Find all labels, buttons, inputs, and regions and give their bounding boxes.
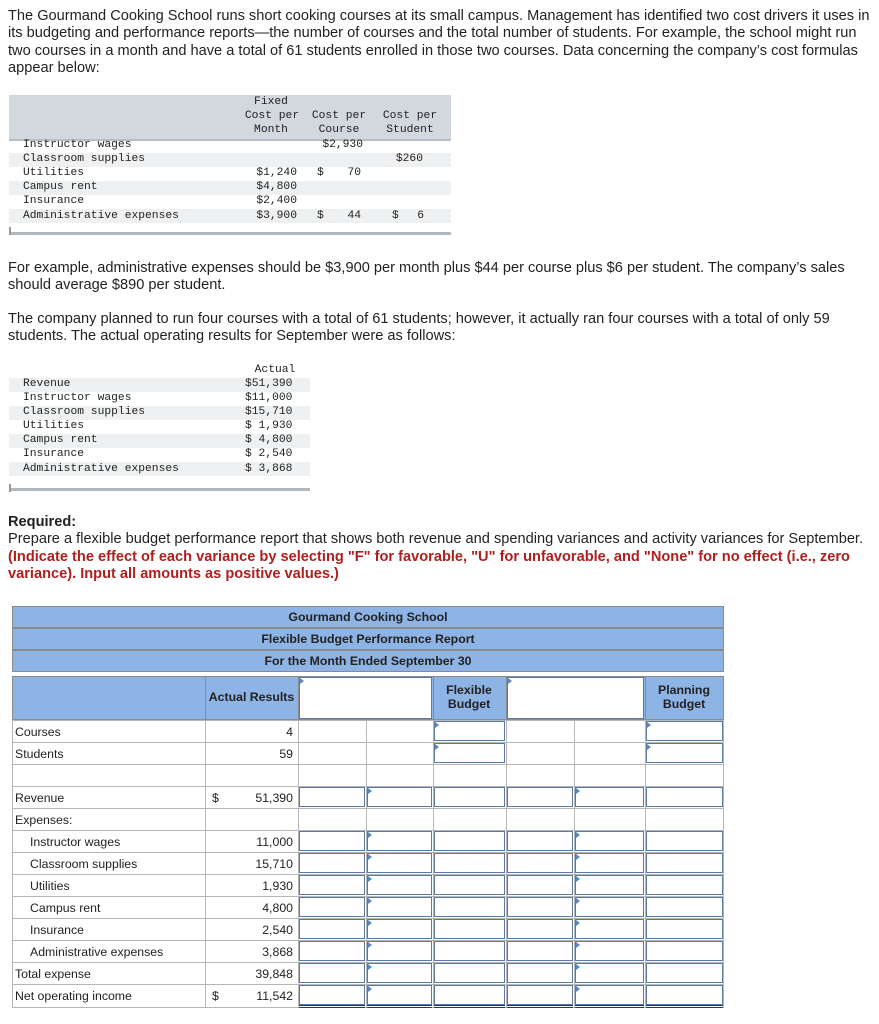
instructor-wages-variance-effect[interactable] <box>367 831 432 851</box>
row-label: Instructor wages <box>23 392 132 404</box>
revenue-planning-input[interactable] <box>646 787 723 807</box>
cell-course: 44 <box>347 210 361 222</box>
report-title: Gourmand Cooking School <box>12 606 724 628</box>
insurance-activity-variance-effect[interactable] <box>575 919 644 939</box>
instructor-wages-activity-variance-amount[interactable] <box>507 831 573 851</box>
cell-sign: $ <box>317 210 324 222</box>
intro-paragraph: The Gourmand Cooking School runs short cooking courses at its small campus. Management has identified two cost drivers it uses in its budgeting and performance reports—the number of courses and the total number of students. For example, the school might run two courses in a month and have a total of 61 students enrolled in those two courses. Data concerning the company’s cost formulas appear below: <box>8 8 870 77</box>
campus-rent-planning-input[interactable] <box>646 897 723 917</box>
currency-sign: $ <box>212 989 219 1003</box>
row-label-utilities: Utilities <box>30 879 70 893</box>
actual-value: $51,390 <box>245 378 293 390</box>
dropdown-marker-icon <box>368 876 372 882</box>
row-label-classroom-supplies: Classroom supplies <box>30 857 138 871</box>
row-label-total-expense: Total expense <box>15 967 91 981</box>
dropdown-marker-icon <box>300 678 304 684</box>
row-label: Revenue <box>23 378 71 390</box>
header-fixed-1: Fixed <box>254 96 288 108</box>
insurance-activity-variance-amount[interactable] <box>507 919 573 939</box>
currency-sign: $ <box>212 791 219 805</box>
col-flexible-budget: Flexible Budget <box>446 683 492 711</box>
required-instruction: (Indicate the effect of each variance by selecting "F" for favorable, "U" for unfavorable, and "None" for no effect (i.e., zero variance). Input all amounts as positive values.) <box>8 548 850 583</box>
campus-rent-activity-variance-effect[interactable] <box>575 897 644 917</box>
row-label-campus-rent: Campus rent <box>30 901 101 915</box>
double-underline <box>434 1005 505 1008</box>
example-paragraph: For example, administrative expenses should be $3,900 per month plus $44 per course plus $6 per student. The company’s sales should average $890 per student. <box>8 260 845 294</box>
row-label: Instructor wages <box>23 139 132 151</box>
row-label: Utilities <box>23 167 85 179</box>
cell-fixed: $3,900 <box>256 210 297 222</box>
net-operating-income-planning-input[interactable] <box>646 985 723 1005</box>
actual-results-table <box>9 364 310 492</box>
actual-net-operating-income: 11,542 <box>256 989 293 1003</box>
total-expense-flexible-input[interactable] <box>434 963 505 983</box>
row-label: Administrative expenses <box>23 463 179 475</box>
total-expense-variance-amount[interactable] <box>299 963 365 983</box>
administrative-expenses-activity-variance-effect[interactable] <box>575 941 644 961</box>
dropdown-marker-icon <box>576 788 580 794</box>
dropdown-marker-icon <box>576 854 580 860</box>
actual-insurance: 2,540 <box>262 923 293 937</box>
row-label-instructor-wages: Instructor wages <box>30 835 121 849</box>
campus-rent-variance-amount[interactable] <box>299 897 365 917</box>
row-label-revenue: Revenue <box>15 791 65 805</box>
dropdown-marker-icon <box>576 964 580 970</box>
campus-rent-activity-variance-amount[interactable] <box>507 897 573 917</box>
required-text: Prepare a flexible budget performance report that shows both revenue and spending variances and activity variances for September. <box>8 531 864 548</box>
report-subtitle: Flexible Budget Performance Report <box>12 628 724 650</box>
cost-formula-table <box>9 95 451 235</box>
utilities-variance-amount[interactable] <box>299 875 365 895</box>
double-underline <box>299 1005 365 1008</box>
instructor-wages-variance-amount[interactable] <box>299 831 365 851</box>
utilities-variance-effect[interactable] <box>367 875 432 895</box>
row-label-insurance: Insurance <box>30 923 85 937</box>
campus-rent-flexible-input[interactable] <box>434 897 505 917</box>
input-marker-icon <box>435 744 439 750</box>
flexible-students-input[interactable] <box>434 743 505 763</box>
col-actual-results: Actual Results <box>208 690 295 704</box>
dropdown-marker-icon <box>368 964 372 970</box>
classroom-supplies-planning-input[interactable] <box>646 853 723 873</box>
classroom-supplies-variance-effect[interactable] <box>367 853 432 873</box>
insurance-variance-amount[interactable] <box>299 919 365 939</box>
utilities-flexible-input[interactable] <box>434 875 505 895</box>
input-marker-icon <box>435 722 439 728</box>
required-heading: Required: <box>8 514 77 530</box>
administrative-expenses-variance-amount[interactable] <box>299 941 365 961</box>
total-expense-activity-variance-effect[interactable] <box>575 963 644 983</box>
row-label: Insurance <box>23 448 85 460</box>
actual-value: $11,000 <box>245 392 293 404</box>
col-planning-budget: Planning Budget <box>658 683 710 711</box>
row-label-net-operating-income: Net operating income <box>15 989 132 1003</box>
revenue-variance-amount[interactable] <box>299 787 365 807</box>
actual-value: $ 3,868 <box>245 463 293 475</box>
header-fixed-3: Month <box>254 124 288 136</box>
row-label: Classroom supplies <box>23 406 146 418</box>
header-variance-label-dropdown[interactable] <box>507 677 644 719</box>
dropdown-marker-icon <box>368 788 372 794</box>
total-expense-variance-effect[interactable] <box>367 963 432 983</box>
total-expense-planning-input[interactable] <box>646 963 723 983</box>
dropdown-marker-icon <box>576 920 580 926</box>
dropdown-marker-icon <box>368 986 372 992</box>
header-student-2: Student <box>386 124 434 136</box>
classroom-supplies-activity-variance-effect[interactable] <box>575 853 644 873</box>
row-label: Classroom supplies <box>23 153 146 165</box>
required-section <box>8 514 870 584</box>
input-marker-icon <box>647 744 651 750</box>
dropdown-marker-icon <box>508 678 512 684</box>
row-label-administrative-expenses: Administrative expenses <box>30 945 164 959</box>
report-period: For the Month Ended September 30 <box>12 650 724 672</box>
dropdown-marker-icon <box>576 832 580 838</box>
administrative-expenses-variance-effect[interactable] <box>367 941 432 961</box>
row-label: Campus rent <box>23 181 98 193</box>
row-label: Utilities <box>23 420 85 432</box>
dropdown-marker-icon <box>576 876 580 882</box>
total-expense-activity-variance-amount[interactable] <box>507 963 573 983</box>
utilities-activity-variance-amount[interactable] <box>507 875 573 895</box>
cell-fixed: $2,400 <box>256 195 297 207</box>
double-underline <box>646 1005 723 1008</box>
insurance-planning-input[interactable] <box>646 919 723 939</box>
planning-students-input[interactable] <box>646 743 723 763</box>
flexible-courses-input[interactable] <box>434 721 505 741</box>
cell-course: 70 <box>347 167 361 179</box>
insurance-flexible-input[interactable] <box>434 919 505 939</box>
instructor-wages-activity-variance-effect[interactable] <box>575 831 644 851</box>
actual-students: 59 <box>279 747 293 761</box>
actual-value: $ 1,930 <box>245 420 293 432</box>
administrative-expenses-planning-input[interactable] <box>646 941 723 961</box>
utilities-activity-variance-effect[interactable] <box>575 875 644 895</box>
actual-administrative-expenses: 3,868 <box>262 945 293 959</box>
cell-fixed: $4,800 <box>256 181 297 193</box>
revenue-flexible-input[interactable] <box>434 787 505 807</box>
header-student-1: Cost per <box>382 110 438 122</box>
planning-courses-input[interactable] <box>646 721 723 741</box>
instructor-wages-planning-input[interactable] <box>646 831 723 851</box>
actual-header: Actual <box>254 364 296 376</box>
net-operating-income-variance-effect[interactable] <box>367 985 432 1005</box>
cell-student: 6 <box>417 210 424 222</box>
revenue-activity-variance-effect[interactable] <box>575 787 644 807</box>
actual-value: $15,710 <box>245 406 293 418</box>
dropdown-marker-icon <box>576 986 580 992</box>
cell-student: $260 <box>395 153 423 165</box>
classroom-supplies-variance-amount[interactable] <box>299 853 365 873</box>
double-underline <box>575 1005 644 1008</box>
actual-campus-rent: 4,800 <box>262 901 293 915</box>
actual-utilities: 1,930 <box>262 879 293 893</box>
dropdown-marker-icon <box>368 898 372 904</box>
net-operating-income-flexible-input[interactable] <box>434 985 505 1005</box>
dropdown-marker-icon <box>368 942 372 948</box>
cell-sign: $ <box>392 210 399 222</box>
dropdown-marker-icon <box>368 854 372 860</box>
cell-fixed: $1,240 <box>256 167 297 179</box>
flexible-budget-report <box>12 606 724 1008</box>
double-underline <box>507 1005 573 1008</box>
administrative-expenses-flexible-input[interactable] <box>434 941 505 961</box>
row-label-courses: Courses <box>15 725 61 739</box>
net-operating-income-variance-amount[interactable] <box>299 985 365 1005</box>
instructor-wages-flexible-input[interactable] <box>434 831 505 851</box>
dropdown-marker-icon <box>576 942 580 948</box>
actual-total-expense: 39,848 <box>255 967 293 981</box>
row-label-students: Students <box>15 747 64 761</box>
row-label: Administrative expenses <box>23 210 179 222</box>
row-label-expenses: Expenses: <box>15 813 73 827</box>
row-label: Campus rent <box>23 434 98 446</box>
planned-paragraph: The company planned to run four courses with a total of 61 students; however, it actually ran four courses with a total of only 59 students. The actual operating results for September were as follows: <box>8 311 830 345</box>
actual-value: $ 2,540 <box>245 448 293 460</box>
header-variance-label-dropdown[interactable] <box>299 677 432 719</box>
net-operating-income-activity-variance-effect[interactable] <box>575 985 644 1005</box>
cell-sign: $ <box>317 167 324 179</box>
header-fixed-2: Cost per <box>244 110 300 122</box>
administrative-expenses-activity-variance-amount[interactable] <box>507 941 573 961</box>
cell-course: $2,930 <box>322 139 363 151</box>
header-course-2: Course <box>318 124 360 136</box>
campus-rent-variance-effect[interactable] <box>367 897 432 917</box>
classroom-supplies-activity-variance-amount[interactable] <box>507 853 573 873</box>
actual-value: $ 4,800 <box>245 434 293 446</box>
classroom-supplies-flexible-input[interactable] <box>434 853 505 873</box>
actual-revenue: 51,390 <box>255 791 293 805</box>
input-marker-icon <box>647 722 651 728</box>
double-underline <box>367 1005 432 1008</box>
revenue-activity-variance-amount[interactable] <box>507 787 573 807</box>
actual-courses: 4 <box>286 725 293 739</box>
dropdown-marker-icon <box>368 920 372 926</box>
actual-instructor-wages: 11,000 <box>256 835 293 849</box>
dropdown-marker-icon <box>368 832 372 838</box>
actual-classroom-supplies: 15,710 <box>255 857 293 871</box>
dropdown-marker-icon <box>576 898 580 904</box>
revenue-variance-effect[interactable] <box>367 787 432 807</box>
insurance-variance-effect[interactable] <box>367 919 432 939</box>
row-label: Insurance <box>23 195 85 207</box>
net-operating-income-activity-variance-amount[interactable] <box>507 985 573 1005</box>
header-course-1: Cost per <box>311 110 367 122</box>
utilities-planning-input[interactable] <box>646 875 723 895</box>
